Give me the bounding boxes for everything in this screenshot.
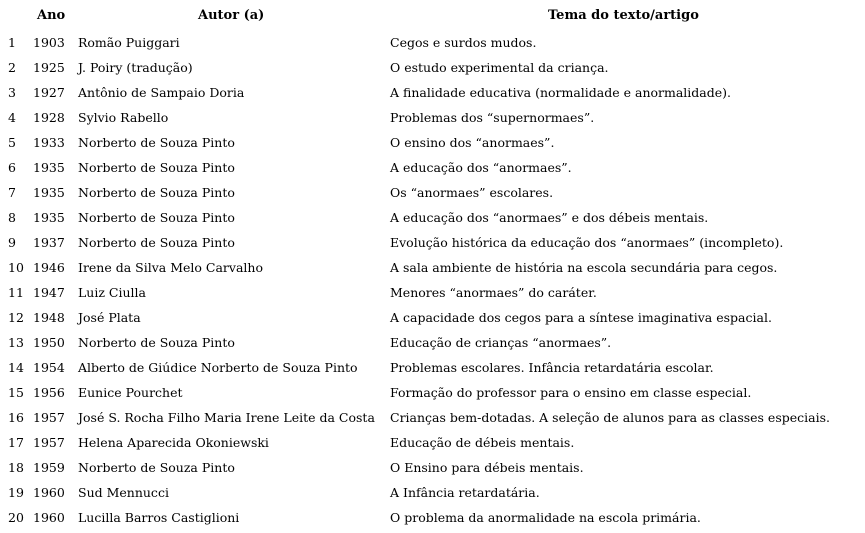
row-number: 2 <box>8 60 16 75</box>
header-ano: Ano <box>37 8 66 23</box>
row-author: Norberto de Souza Pinto <box>78 135 235 150</box>
row-year: 1946 <box>33 260 65 275</box>
row-author: Norberto de Souza Pinto <box>78 460 235 475</box>
row-year: 1957 <box>33 435 65 450</box>
table-row <box>0 30 865 55</box>
row-year: 1935 <box>33 210 65 225</box>
row-author: Sud Mennucci <box>78 485 169 500</box>
row-number: 18 <box>8 460 24 475</box>
table-row <box>0 155 865 180</box>
table-row <box>0 330 865 355</box>
row-number: 8 <box>8 210 16 225</box>
row-number: 9 <box>8 235 16 250</box>
row-topic: Formação do professor para o ensino em classe especial. <box>390 385 752 400</box>
table-row <box>0 130 865 155</box>
row-author: Norberto de Souza Pinto <box>78 210 235 225</box>
table-row <box>0 105 865 130</box>
row-author: Antônio de Sampaio Doria <box>78 85 245 100</box>
table-row <box>0 430 865 455</box>
row-number: 15 <box>8 385 24 400</box>
row-number: 17 <box>8 435 24 450</box>
row-topic: Crianças bem-dotadas. A seleção de alunos para as classes especiais. <box>390 410 830 425</box>
row-author: José Plata <box>78 310 141 325</box>
row-year: 1903 <box>33 35 65 50</box>
row-topic: A finalidade educativa (normalidade e anormalidade). <box>390 85 732 100</box>
row-topic: Problemas dos “supernormaes”. <box>390 110 595 125</box>
row-number: 20 <box>8 510 24 525</box>
row-year: 1947 <box>33 285 65 300</box>
row-author: Norberto de Souza Pinto <box>78 335 235 350</box>
row-author: Norberto de Souza Pinto <box>78 235 235 250</box>
row-year: 1954 <box>33 360 65 375</box>
row-year: 1935 <box>33 160 65 175</box>
table-row <box>0 280 865 305</box>
row-author: Norberto de Souza Pinto <box>78 185 235 200</box>
row-number: 3 <box>8 85 16 100</box>
row-topic: Educação de crianças “anormaes”. <box>390 335 612 350</box>
row-author: Romão Puiggari <box>78 35 180 50</box>
row-year: 1956 <box>33 385 65 400</box>
header-autor: Autor (a) <box>198 8 265 23</box>
row-number: 5 <box>8 135 16 150</box>
row-number: 16 <box>8 410 24 425</box>
table-row <box>0 380 865 405</box>
table-row <box>0 180 865 205</box>
row-year: 1948 <box>33 310 65 325</box>
row-topic: A sala ambiente de história na escola secundária para cegos. <box>390 260 778 275</box>
table-row <box>0 255 865 280</box>
row-topic: A educação dos “anormaes” e dos débeis mentais. <box>390 210 709 225</box>
row-number: 19 <box>8 485 24 500</box>
row-number: 1 <box>8 35 16 50</box>
row-number: 14 <box>8 360 24 375</box>
table-row <box>0 55 865 80</box>
row-topic: Evolução histórica da educação dos “anormaes” (incompleto). <box>390 235 784 250</box>
table-row <box>0 480 865 505</box>
table-row <box>0 405 865 430</box>
row-year: 1933 <box>33 135 65 150</box>
row-year: 1935 <box>33 185 65 200</box>
table-row <box>0 205 865 230</box>
row-author: Alberto de Giúdice Norberto de Souza Pinto <box>78 360 358 375</box>
row-author: J. Poiry (tradução) <box>78 60 193 75</box>
row-year: 1937 <box>33 235 65 250</box>
row-number: 12 <box>8 310 24 325</box>
row-year: 1959 <box>33 460 65 475</box>
row-year: 1927 <box>33 85 65 100</box>
row-author: Eunice Pourchet <box>78 385 183 400</box>
row-topic: O ensino dos “anormaes”. <box>390 135 555 150</box>
header-tema: Tema do texto/artigo <box>548 8 699 23</box>
table-row <box>0 355 865 380</box>
row-year: 1960 <box>33 510 65 525</box>
row-author: Helena Aparecida Okoniewski <box>78 435 269 450</box>
row-year: 1957 <box>33 410 65 425</box>
table-row <box>0 80 865 105</box>
row-number: 13 <box>8 335 24 350</box>
row-year: 1925 <box>33 60 65 75</box>
row-number: 6 <box>8 160 16 175</box>
table-row <box>0 455 865 480</box>
table-row <box>0 505 865 530</box>
table-row <box>0 230 865 255</box>
row-number: 10 <box>8 260 24 275</box>
row-number: 7 <box>8 185 16 200</box>
row-author: Irene da Silva Melo Carvalho <box>78 260 263 275</box>
row-topic: Menores “anormaes” do caráter. <box>390 285 597 300</box>
table-row <box>0 305 865 330</box>
row-year: 1960 <box>33 485 65 500</box>
row-topic: Problemas escolares. Infância retardatária escolar. <box>390 360 714 375</box>
row-author: José S. Rocha Filho Maria Irene Leite da Costa <box>78 410 375 425</box>
row-year: 1950 <box>33 335 65 350</box>
row-author: Lucilla Barros Castiglioni <box>78 510 240 525</box>
row-topic: O Ensino para débeis mentais. <box>390 460 584 475</box>
row-author: Luiz Ciulla <box>78 285 146 300</box>
row-year: 1928 <box>33 110 65 125</box>
row-topic: O estudo experimental da criança. <box>390 60 609 75</box>
row-topic: A educação dos “anormaes”. <box>390 160 572 175</box>
row-topic: A Infância retardatária. <box>390 485 540 500</box>
row-number: 11 <box>8 285 24 300</box>
row-number: 4 <box>8 110 16 125</box>
row-topic: O problema da anormalidade na escola primária. <box>390 510 701 525</box>
row-author: Sylvio Rabello <box>78 110 169 125</box>
row-topic: Educação de débeis mentais. <box>390 435 575 450</box>
row-topic: Os “anormaes” escolares. <box>390 185 554 200</box>
row-topic: Cegos e surdos mudos. <box>390 35 537 50</box>
row-topic: A capacidade dos cegos para a síntese imaginativa espacial. <box>390 310 772 325</box>
row-author: Norberto de Souza Pinto <box>78 160 235 175</box>
